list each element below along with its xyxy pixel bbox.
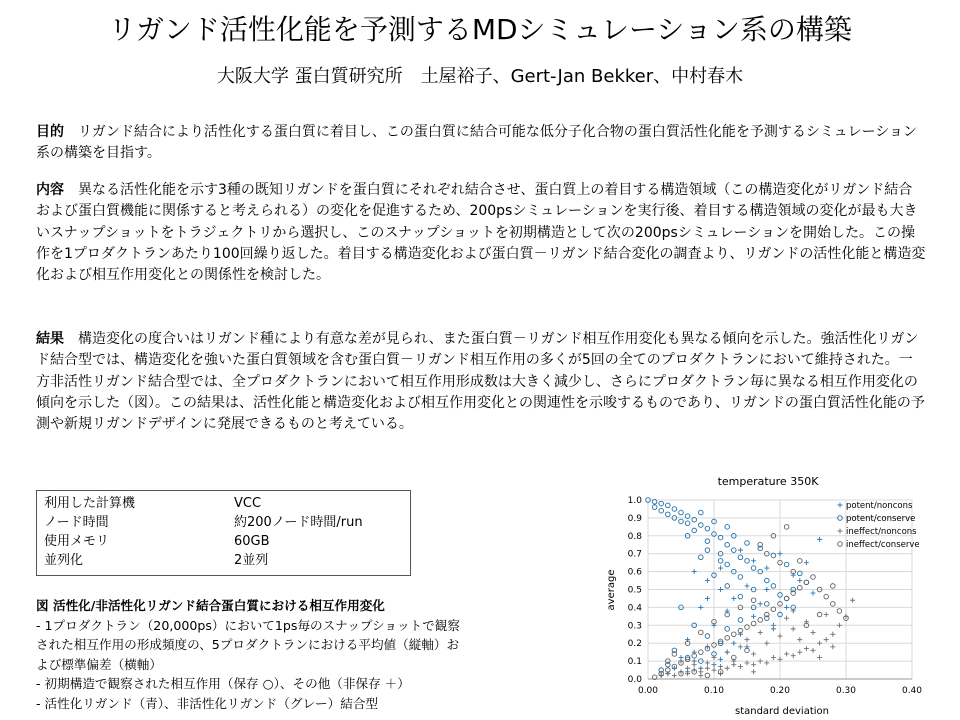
y-tick-label: 0.3 xyxy=(627,621,642,632)
data-point xyxy=(666,503,671,508)
data-point xyxy=(817,655,822,660)
y-tick-label: 0.1 xyxy=(627,657,642,668)
spec-key: 並列化 xyxy=(44,553,84,568)
data-point xyxy=(699,510,704,515)
data-point xyxy=(705,634,710,639)
data-point xyxy=(705,578,710,583)
data-point xyxy=(751,614,756,619)
spec-row xyxy=(44,513,410,532)
data-point xyxy=(804,646,809,651)
data-point xyxy=(784,651,789,656)
data-point xyxy=(659,508,664,513)
figure-caption-line: された相互作用の形成頻度の、5プロダクトランにおける平均値（縦軸）お xyxy=(36,637,460,653)
legend-label: potent/noncons xyxy=(846,501,913,511)
authors-line: 大阪大学 蛋白質研究所 土屋裕子、Gert-Jan Bekker、中村春木 xyxy=(216,66,744,87)
data-point xyxy=(850,598,855,603)
data-point xyxy=(791,626,796,631)
x-tick-label: 0.20 xyxy=(769,686,791,696)
data-point xyxy=(784,525,789,530)
spec-value: VCC xyxy=(234,496,262,511)
data-point xyxy=(731,596,736,601)
chart-points xyxy=(646,498,855,680)
data-point xyxy=(679,510,684,515)
data-point xyxy=(725,542,730,547)
data-point xyxy=(797,637,802,642)
legend-label: potent/conserve xyxy=(846,514,916,524)
data-point xyxy=(685,521,690,526)
data-point xyxy=(738,594,743,599)
data-point xyxy=(751,651,756,656)
y-tick-label: 0.6 xyxy=(627,567,642,578)
data-point xyxy=(718,559,723,564)
data-point xyxy=(738,548,743,553)
data-point xyxy=(745,541,750,546)
spec-value: 2並列 xyxy=(234,553,269,568)
spec-key: 利用した計算機 xyxy=(44,496,136,511)
data-point xyxy=(672,507,677,512)
data-point xyxy=(778,634,783,639)
data-point xyxy=(731,641,736,646)
y-tick-label: 0.2 xyxy=(627,639,642,650)
data-point xyxy=(725,627,730,632)
data-point xyxy=(725,562,730,567)
spec-row xyxy=(44,494,410,513)
data-point xyxy=(811,591,816,596)
data-point xyxy=(758,630,763,635)
data-point xyxy=(745,559,750,564)
data-point xyxy=(751,669,756,674)
chart-title: temperature 350K xyxy=(717,475,819,488)
data-point xyxy=(692,662,697,667)
data-point xyxy=(692,528,697,533)
data-point xyxy=(765,578,770,583)
data-point xyxy=(797,650,802,655)
section-result-body: 構造変化の度合いはリガンド種により有意な差が見られ、また蛋白質－リガンド相互作用変化も異なる傾向を示した。強活性化リガンド結合型では、構造変化を強いた蛋白質領域を含む蛋白質－リガンド相互作用の多くが5回の全てのプロダクトランにおいて維持された。一方非活性リガンド結合型では、全プロダクトランにおいて相互作用形成数は大きく減少し、さらにプロダクトラン毎に異なる相互作用変化の傾向を示した（図）。この結果は、活性化能と構造変化および相互作用変化との関連性を示唆するものであり、リガンドの蛋白質活性化能の予測や新規リガンドデザインに発展できるものと考えている。 xyxy=(36,331,925,433)
figure-caption-line: よび標準偏差（横軸） xyxy=(36,656,162,672)
data-point xyxy=(811,648,816,653)
data-point xyxy=(778,551,783,556)
data-point xyxy=(824,637,829,642)
data-point xyxy=(699,523,704,528)
data-point xyxy=(679,519,684,524)
data-point xyxy=(666,512,671,517)
figure-caption-title: 図 活性化/非活性化リガンド結合蛋白質における相互作用変化 xyxy=(36,598,385,613)
data-point xyxy=(831,584,836,589)
data-point xyxy=(705,666,710,671)
compute-spec-table xyxy=(36,490,411,576)
data-point xyxy=(698,605,703,610)
legend-label: ineffect/conserve xyxy=(846,540,920,550)
data-point xyxy=(751,558,756,563)
data-point xyxy=(811,575,816,580)
data-point xyxy=(817,641,822,646)
data-point xyxy=(725,650,730,655)
data-point xyxy=(705,673,710,678)
x-tick-label: 0.00 xyxy=(637,686,659,696)
data-point xyxy=(685,666,690,671)
section-content-heading: 内容 xyxy=(36,182,64,198)
data-point xyxy=(831,602,836,607)
y-tick-label: 0.7 xyxy=(627,549,642,560)
legend-marker xyxy=(838,529,843,534)
y-tick-label: 0.4 xyxy=(627,603,642,614)
data-point xyxy=(692,569,697,574)
x-tick-label: 0.30 xyxy=(835,686,857,696)
data-point xyxy=(712,668,717,673)
data-point xyxy=(718,664,723,669)
data-point xyxy=(804,560,809,565)
y-tick-label: 1.0 xyxy=(627,496,642,506)
spec-key: 使用メモリ xyxy=(44,534,110,549)
section-content-body: 異なる活性化能を示す3種の既知リガンドを蛋白質にそれぞれ結合させ、蛋白質上の着目する構造領域（この構造変化がリガンド結合および蛋白質機能に関係すると考えられる）の変化を促進するため、200psシミュレーションを実行後、着目する構造領域の変化が最も大きいスナップショットをトラジェクトリから選択し、このスナップショットを初期構造として次の200psシミュレーションを開始した。この操作を1プロダクトランあたり100回繰り返した。着目する構造変化および蛋白質－リガンド結合変化の調査より、リガンドの活性化能と構造変化および相互作用変化との関係性を検討した。 xyxy=(36,182,926,284)
data-point xyxy=(698,673,703,678)
section-purpose-body: リガンド結合により活性化する蛋白質に着目し、この蛋白質に結合可能な低分子化合物の蛋白質活性化能を予測するシミュレーション系の構築を目指す。 xyxy=(36,124,918,162)
spec-value: 60GB xyxy=(234,534,270,549)
data-point xyxy=(751,566,756,571)
data-point xyxy=(725,666,730,671)
figure-caption xyxy=(36,596,596,714)
data-point xyxy=(712,662,717,667)
data-point xyxy=(751,598,756,603)
x-tick-label: 0.10 xyxy=(703,686,725,696)
data-point xyxy=(738,555,743,560)
data-point xyxy=(797,578,802,583)
chart-legend xyxy=(838,501,920,550)
section-content xyxy=(36,180,926,286)
data-point xyxy=(738,644,743,649)
data-point xyxy=(699,555,704,560)
data-point xyxy=(837,609,842,614)
data-point xyxy=(705,539,710,544)
spec-key: ノード時間 xyxy=(44,515,109,530)
data-point xyxy=(732,632,737,637)
data-point xyxy=(758,659,763,664)
data-point xyxy=(718,587,723,592)
data-point xyxy=(791,653,796,658)
figure-caption-line: - 1プロダクトラン（20,000ps）において1ps毎のスナップショットで観察 xyxy=(36,617,460,633)
data-point xyxy=(652,505,657,510)
data-point xyxy=(738,575,743,580)
page-title: リガンド活性化能を予測するMDシミュレーション系の構築 xyxy=(108,13,852,46)
y-tick-label: 0.5 xyxy=(627,585,642,596)
data-point xyxy=(764,566,769,571)
data-point xyxy=(764,587,769,592)
data-point xyxy=(764,641,769,646)
data-point xyxy=(738,664,743,669)
data-point xyxy=(732,548,737,553)
data-point xyxy=(771,623,776,628)
data-point xyxy=(672,673,677,678)
data-point xyxy=(705,596,710,601)
legend-label: ineffect/noncons xyxy=(846,527,917,537)
chart-x-label: standard deviation xyxy=(734,706,830,717)
data-point xyxy=(699,630,704,635)
spec-row xyxy=(44,551,410,570)
data-point xyxy=(798,559,803,564)
figure-caption-line: - 初期構造で観察された相互作用（保存 ○）、その他（非保存 ＋） xyxy=(36,676,410,692)
data-point xyxy=(837,623,842,628)
data-point xyxy=(771,584,776,589)
data-point xyxy=(705,526,710,531)
figure-caption-line: - 活性化リガンド（青）、非活性化リガンド（グレー）結合型 xyxy=(36,695,379,711)
x-tick-label: 0.40 xyxy=(901,686,923,696)
section-purpose-heading: 目的 xyxy=(36,124,64,140)
data-point xyxy=(705,548,710,553)
y-tick-label: 0.9 xyxy=(627,513,642,524)
data-point xyxy=(758,618,763,623)
data-point xyxy=(771,655,776,660)
data-point xyxy=(784,562,789,567)
y-tick-label: 0.8 xyxy=(627,531,642,542)
y-tick-label: 0.0 xyxy=(627,675,642,685)
data-point xyxy=(830,632,835,637)
data-point xyxy=(784,605,789,610)
data-point xyxy=(784,596,789,601)
legend-marker xyxy=(838,542,843,547)
data-point xyxy=(758,601,763,606)
data-point xyxy=(751,662,756,667)
data-point xyxy=(824,594,829,599)
data-point xyxy=(725,525,730,530)
data-point xyxy=(718,566,723,571)
data-point xyxy=(699,650,704,655)
data-point xyxy=(784,616,789,621)
data-point xyxy=(659,501,664,506)
section-result-heading: 結果 xyxy=(36,331,64,347)
scatter-chart xyxy=(600,470,960,720)
chart-y-label: average xyxy=(606,569,617,611)
data-point xyxy=(765,602,770,607)
data-point xyxy=(745,637,750,642)
legend-marker xyxy=(838,503,843,508)
data-point xyxy=(804,580,809,585)
data-point xyxy=(830,644,835,649)
section-result xyxy=(36,329,926,435)
data-point xyxy=(738,618,743,623)
data-point xyxy=(725,636,730,641)
data-point xyxy=(817,612,822,617)
data-point xyxy=(817,537,822,542)
data-point xyxy=(725,584,730,589)
spec-row xyxy=(44,532,410,551)
data-point xyxy=(824,612,829,617)
data-point xyxy=(745,583,750,588)
section-purpose xyxy=(36,122,926,165)
data-point xyxy=(811,630,816,635)
spec-value: 約200ノード時間/run xyxy=(234,515,363,530)
